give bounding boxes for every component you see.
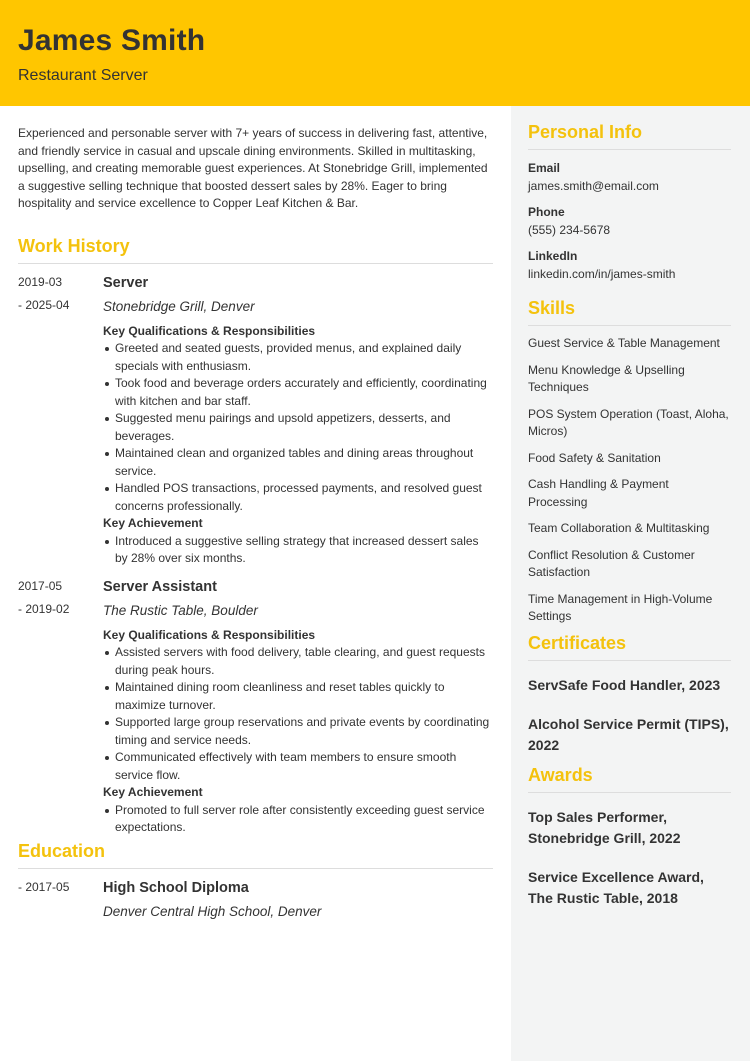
job-body: [103, 578, 493, 837]
list-item: Supported large group reservations and private events by coordinating timing and service needs.: [103, 714, 493, 749]
award-item: Top Sales Performer, Stonebridge Grill, 2022: [528, 809, 681, 846]
responsibilities-list: [103, 340, 493, 515]
job-title: Server: [103, 274, 149, 291]
education-school: Denver Central High School, Denver: [103, 903, 322, 919]
education-date: - 2017-05: [18, 879, 70, 894]
certificates-title: Certificates: [528, 632, 627, 653]
job-entry: [18, 578, 493, 837]
personal-info-section: [528, 122, 731, 283]
list-item: Maintained clean and organized tables and dining areas throughout service.: [103, 445, 493, 480]
job-date-end: - 2025-04: [18, 298, 70, 312]
list-item: Communicated effectively with team members to ensure smooth service flow.: [103, 749, 493, 784]
job-date-end: - 2019-02: [18, 602, 70, 616]
header-banner: [0, 0, 750, 106]
job-title: Server Assistant: [103, 578, 217, 595]
skills-section: [528, 298, 731, 626]
job-dates: [18, 274, 98, 315]
candidate-role: Restaurant Server: [18, 67, 148, 84]
section-divider: [528, 325, 731, 326]
job-date-start: 2017-05: [18, 578, 63, 593]
main-column: [18, 125, 493, 921]
skill-item: Guest Service & Table Management: [528, 336, 720, 350]
section-divider: [18, 868, 493, 869]
list-item: Promoted to full server role after consistently exceeding guest service expectations.: [103, 802, 493, 837]
education-body: [103, 879, 493, 921]
education-title: Education: [18, 840, 106, 861]
skill-item: Cash Handling & Payment Processing: [528, 477, 669, 509]
sidebar-column: [528, 122, 731, 908]
skill-item: Team Collaboration & Multitasking: [528, 521, 710, 535]
awards-title: Awards: [528, 765, 593, 785]
linkedin-label: LinkedIn: [528, 249, 578, 263]
section-divider: [528, 792, 731, 793]
achievements-list: [103, 802, 493, 837]
skills-title: Skills: [528, 298, 576, 318]
linkedin-value[interactable]: linkedin.com/in/james-smith: [528, 267, 676, 281]
section-divider: [18, 263, 493, 264]
certificate-item: ServSafe Food Handler, 2023: [528, 676, 721, 693]
summary-text: Experienced and personable server with 7+ years of success in delivering fast, attentive, and friendly service in casual and upscale dining environments. Skilled in multitasking, upselling, and creating memorable guest experiences. At Stonebridge Grill, implemented a suggestive selling technique that boosted dessert sales by 28%. Eager to bring hospitality and service excellence to Copper Leaf Kitchen & Bar.: [18, 126, 488, 210]
job-date-start: 2019-03: [18, 274, 63, 289]
personal-info-title: Personal Info: [528, 122, 643, 142]
work-history-section: [18, 236, 493, 837]
achievement-heading: Key Achievement: [103, 516, 203, 530]
list-item: Took food and beverage orders accurately and efficiently, coordinating with kitchen and bar staff.: [103, 375, 493, 410]
list-item: Handled POS transactions, processed payments, and resolved guest concerns professionally.: [103, 480, 493, 515]
responsibilities-heading: Key Qualifications & Responsibilities: [103, 627, 316, 642]
achievement-heading: Key Achievement: [103, 785, 203, 799]
email-label: Email: [528, 161, 561, 175]
education-entry: [18, 879, 493, 921]
list-item: Maintained dining room cleanliness and reset tables quickly to maximize turnover.: [103, 679, 493, 714]
award-item: Service Excellence Award, The Rustic Table, 2018: [528, 869, 704, 906]
skill-item: Food Safety & Sanitation: [528, 450, 661, 465]
email-value[interactable]: james.smith@email.com: [528, 179, 659, 193]
job-body: [103, 274, 493, 568]
section-divider: [528, 660, 731, 661]
job-dates: [18, 578, 98, 619]
phone-label: Phone: [528, 205, 565, 219]
job-company: The Rustic Table, Boulder: [103, 602, 258, 618]
work-history-title: Work History: [18, 235, 130, 256]
job-entry: [18, 274, 493, 568]
candidate-name: James Smith: [18, 24, 206, 57]
skill-item: Menu Knowledge & Upselling Techniques: [528, 362, 685, 394]
certificates-section: [528, 633, 731, 756]
skill-item: POS System Operation (Toast, Aloha, Micros): [528, 406, 729, 438]
phone-value: (555) 234-5678: [528, 223, 611, 237]
skill-item: Time Management in High-Volume Settings: [528, 591, 713, 623]
section-divider: [528, 149, 731, 150]
awards-section: [528, 765, 731, 908]
list-item: Greeted and seated guests, provided menus, and explained daily specials with enthusiasm.: [103, 340, 493, 375]
responsibilities-list: [103, 644, 493, 784]
skill-item: Conflict Resolution & Customer Satisfaction: [528, 547, 695, 579]
list-item: Assisted servers with food delivery, table clearing, and guest requests during peak hours.: [103, 644, 493, 679]
list-item: Introduced a suggestive selling strategy that increased dessert sales by 28% over six months.: [103, 533, 493, 568]
education-section: [18, 841, 493, 921]
list-item: Suggested menu pairings and upsold appetizers, desserts, and beverages.: [103, 410, 493, 445]
education-degree: High School Diploma: [103, 879, 249, 896]
achievements-list: [103, 533, 493, 568]
certificate-item: Alcohol Service Permit (TIPS), 2022: [528, 716, 729, 753]
job-company: Stonebridge Grill, Denver: [103, 298, 255, 314]
responsibilities-heading: Key Qualifications & Responsibilities: [103, 323, 316, 338]
